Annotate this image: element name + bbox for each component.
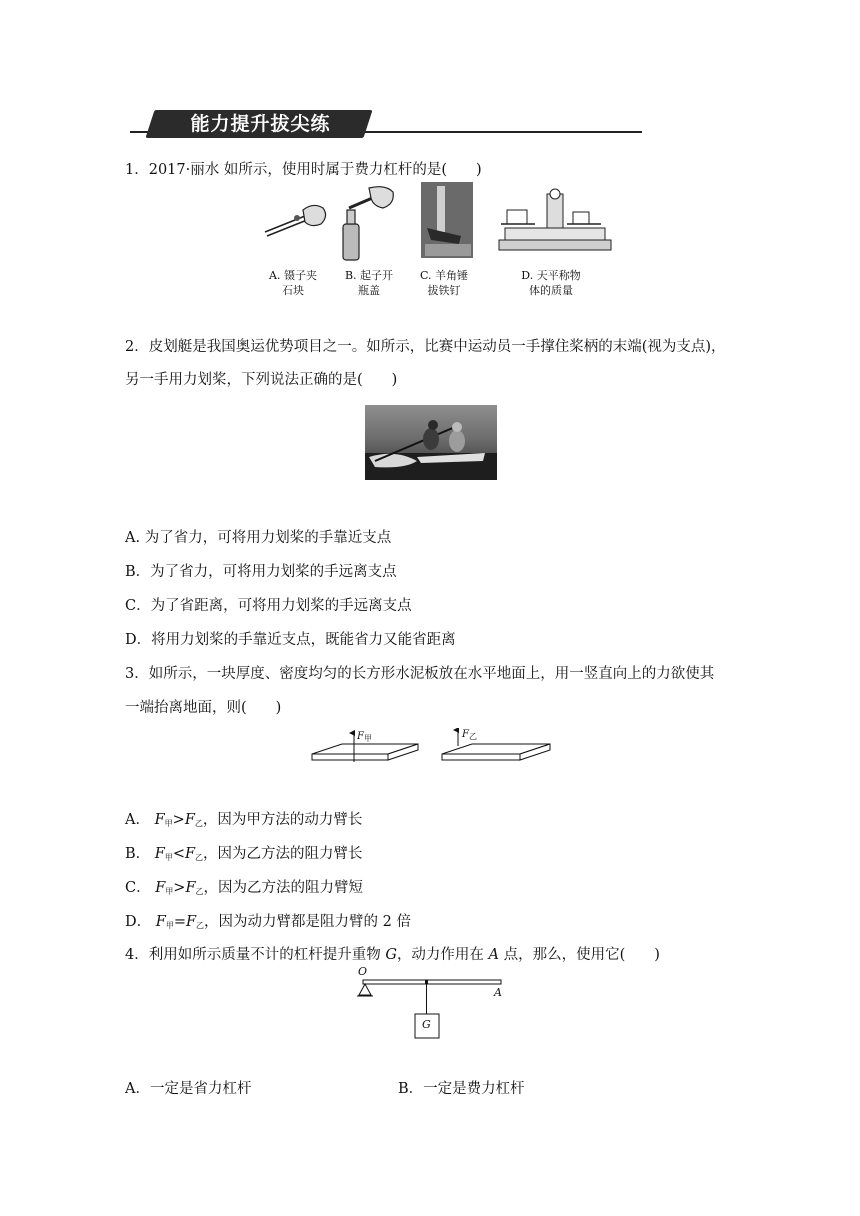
q4-option-b: B．一定是费力杠杆 bbox=[398, 1081, 525, 1097]
q2-option-d: D．将用力划桨的手靠近支点，既能省力又能省距离 bbox=[125, 632, 456, 648]
pivot-label-o: O bbox=[358, 965, 368, 978]
balance-scale-illustration bbox=[499, 189, 611, 250]
q1-figure bbox=[255, 180, 615, 264]
q1-caption-b: B. 起子开 瓶盖 bbox=[344, 269, 394, 297]
point-label-a: A bbox=[494, 986, 502, 999]
claw-hammer-illustration bbox=[421, 182, 473, 258]
tweezers-illustration bbox=[265, 205, 326, 236]
q3-option-c: C． $F_甲>F_乙$，因为乙方法的阻力臂短 bbox=[125, 880, 363, 896]
force-label-yi: $F_乙$ bbox=[462, 729, 477, 741]
q1-caption-a: A. 镊子夹 石块 bbox=[269, 269, 317, 297]
q3-stem-line1: 3．如所示，一块厚度、密度均匀的长方形水泥板放在水平地面上，用一竖直向上的力欲使其 bbox=[125, 666, 715, 682]
q2-kayak-photo bbox=[365, 405, 497, 480]
bottle-opener-illustration bbox=[343, 187, 393, 260]
q4-stem: 4．利用如所示质量不计的杠杆提升重物 G，动力作用在 A 点，那么，使用它( ) bbox=[125, 947, 660, 963]
force-label-jia: $F_甲$ bbox=[357, 731, 372, 743]
q1-stem: 1．2017·丽水 如所示，使用时属于费力杠杆的是( ) bbox=[125, 162, 482, 178]
slab-right bbox=[442, 730, 550, 760]
q1-caption-c: C. 羊角锤 拔铁钉 bbox=[419, 269, 469, 297]
section-title: 能力提升拔尖练 bbox=[190, 113, 331, 135]
weight-label-g: G bbox=[422, 1018, 431, 1031]
q2-stem-line2: 另一手用力划桨，下列说法正确的是( ) bbox=[125, 372, 398, 388]
q3-option-d: D． $F_甲=F_乙$，因为动力臂都是阻力臂的 2 倍 bbox=[125, 914, 411, 930]
q2-option-b: B．为了省力，可将用力划桨的手远离支点 bbox=[125, 564, 397, 580]
q3-option-b: B． $F_甲<F_乙$，因为乙方法的阻力臂长 bbox=[125, 846, 363, 862]
q3-stem-line2: 一端抬离地面，则( ) bbox=[125, 700, 282, 716]
q2-stem-line1: 2．皮划艇是我国奥运优势项目之一。如所示，比赛中运动员一手撑住桨柄的末端(视为支点)， bbox=[125, 339, 726, 355]
q3-option-a: A． $F_甲>F_乙$，因为甲方法的动力臂长 bbox=[125, 812, 363, 828]
q2-option-a: A. 为了省力，可将用力划桨的手靠近支点 bbox=[125, 530, 392, 546]
q3-figure bbox=[306, 728, 558, 768]
q1-caption-d: D. 天平称物 体的质量 bbox=[521, 269, 581, 297]
q4-lever-figure bbox=[355, 968, 510, 1042]
q4-option-a: A．一定是省力杠杆 bbox=[125, 1081, 252, 1097]
q2-option-c: C．为了省距离，可将用力划桨的手远离支点 bbox=[125, 598, 412, 614]
